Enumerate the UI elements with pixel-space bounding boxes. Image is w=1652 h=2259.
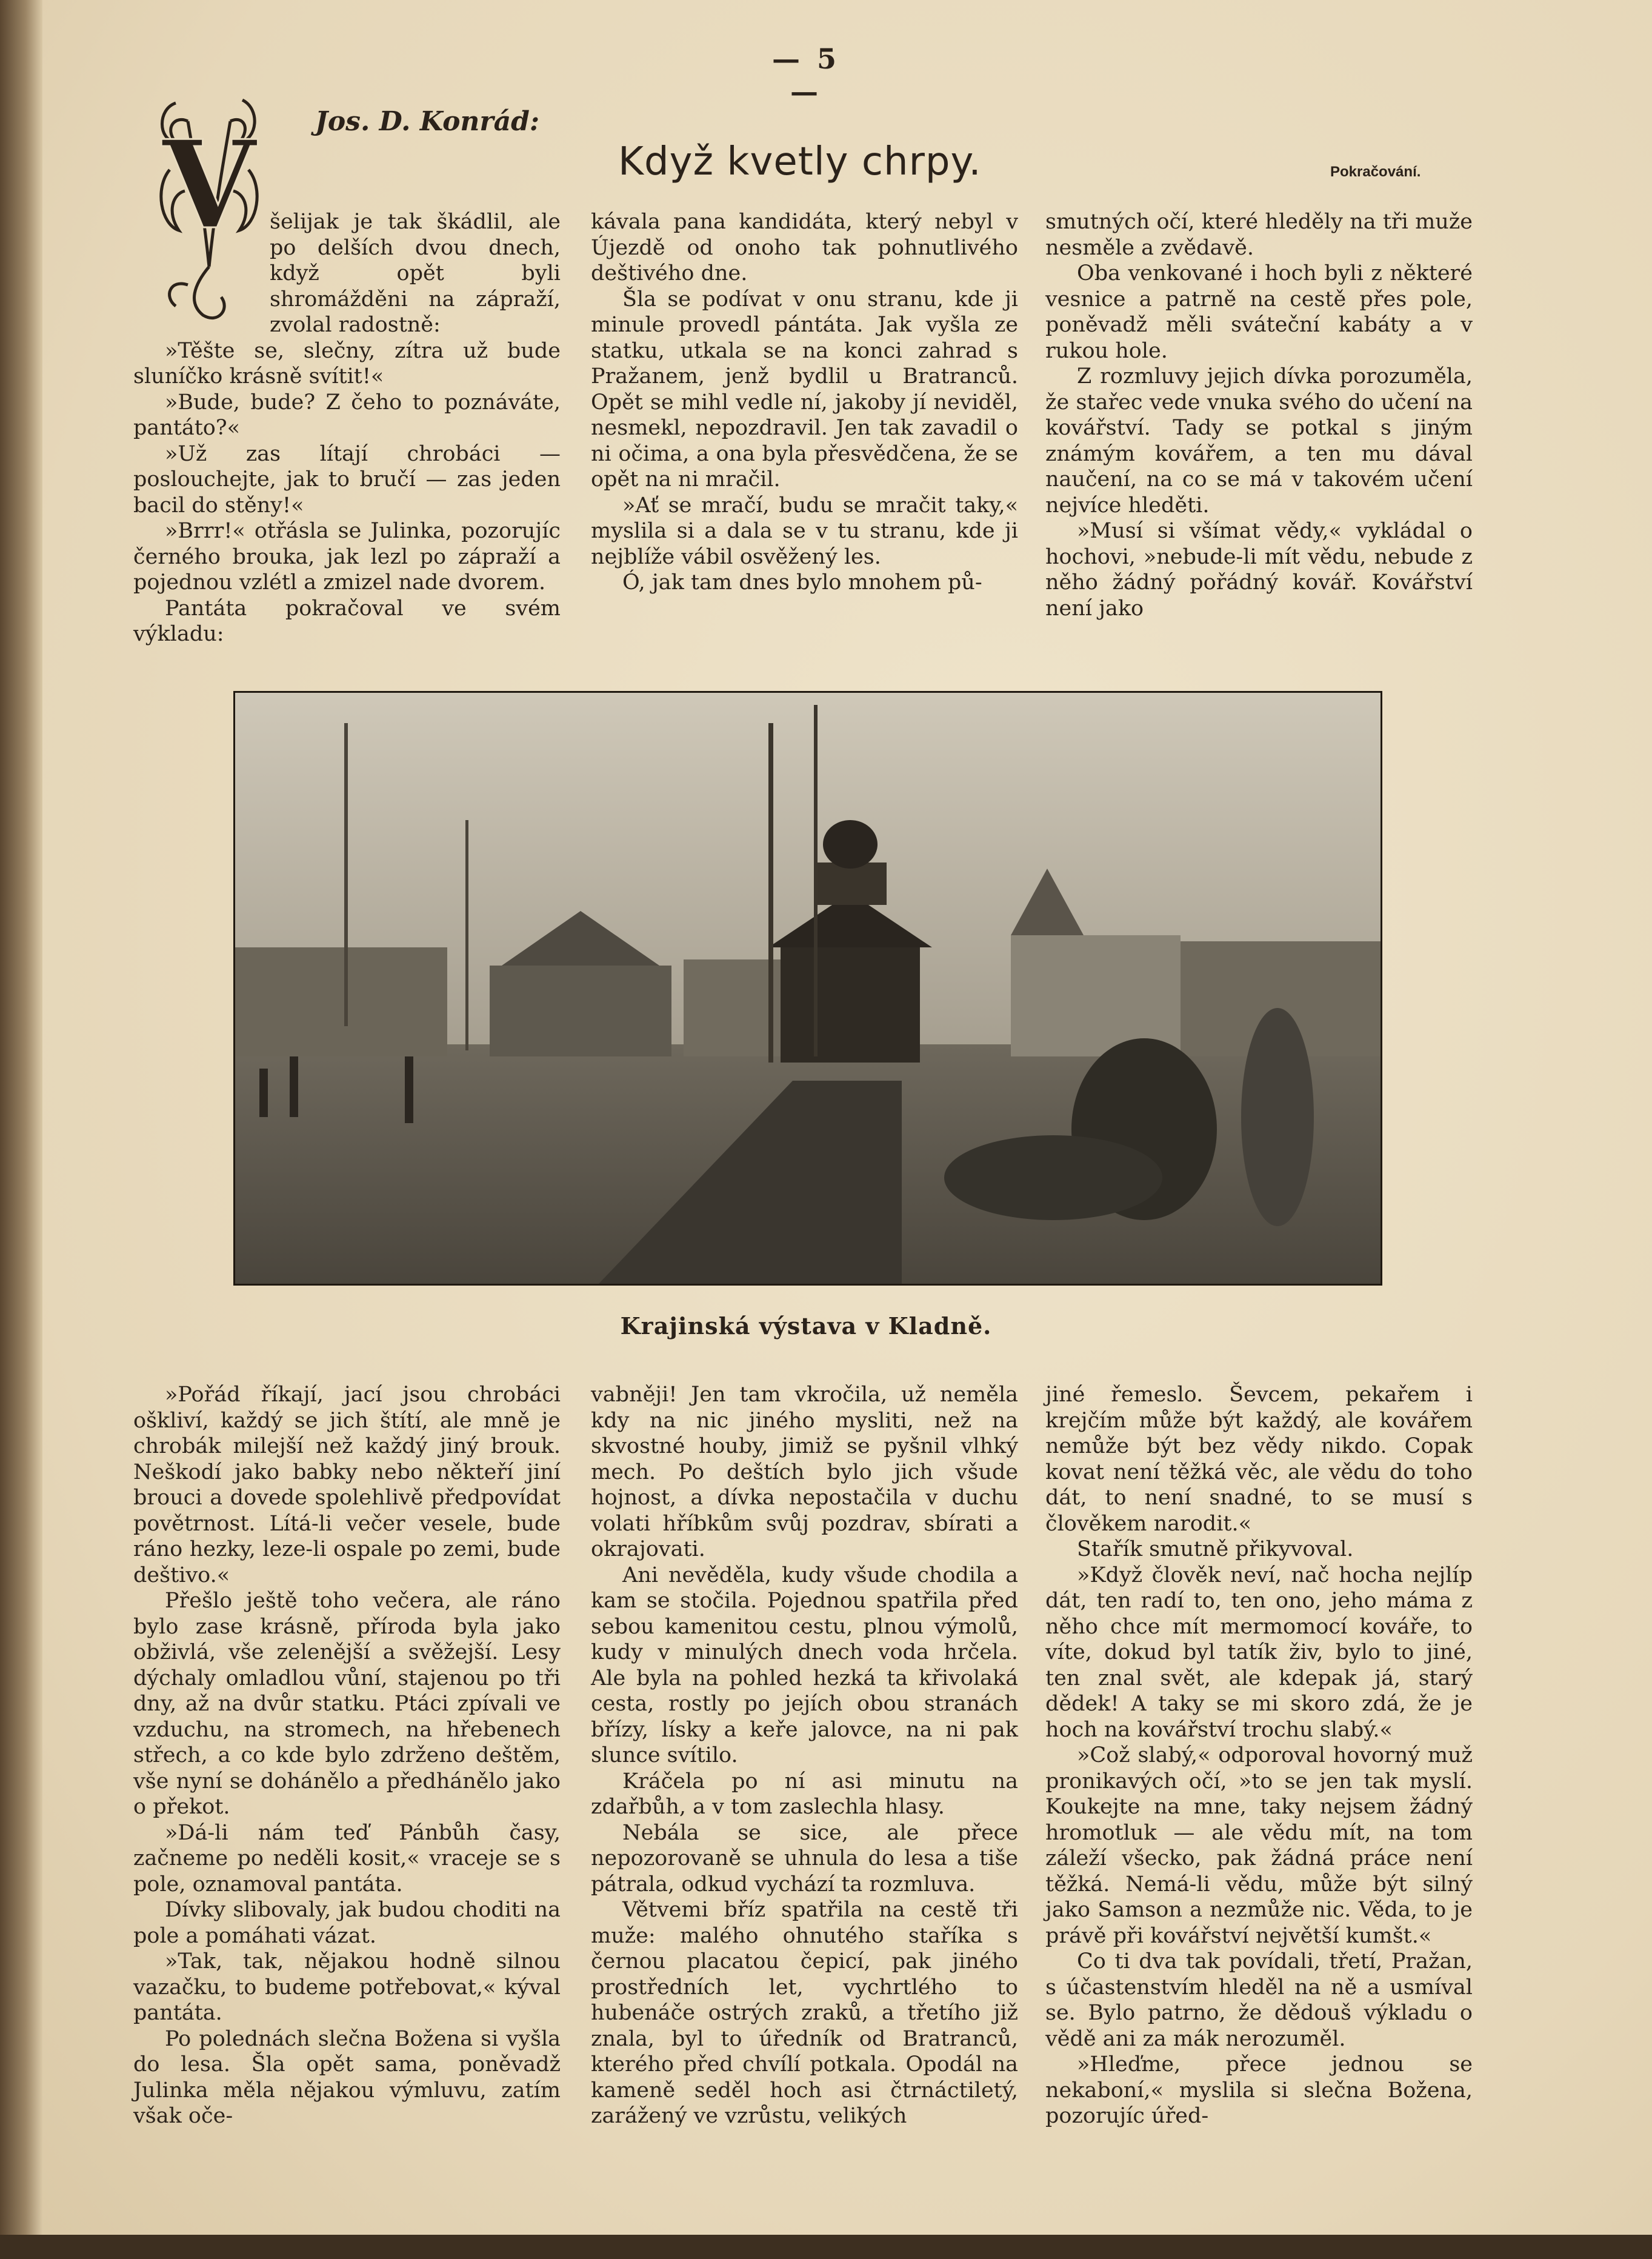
paragraph: Oba venkované i hoch byli z některé vesnice a patrně na cestě přes pole, poněvadž měli sváteční kabáty a v rukou hole.	[1045, 261, 1473, 363]
paragraph: »Těšte se, slečny, zítra už bude sluníčko krásně svítit!«	[133, 338, 561, 389]
paragraph: Pantáta pokračoval ve svém výkladu:	[133, 596, 561, 646]
continued-note: Pokračování.	[1330, 164, 1421, 180]
paragraph: Co ti dva tak povídali, třetí, Pražan, s účastenstvím hleděl na ně a usmíval se. Bylo patrno, že dědouš výkladu o vědě ani za mák nerozuměl.	[1045, 1949, 1473, 2051]
bottom-column-3	[1045, 1382, 1473, 2129]
paragraph: jiné řemeslo. Ševcem, pekařem i krejčím může být každý, ale kovářem nemůže být bez vědy nikdo. Copak kovat není těžká věc, ale vědu do toho dát, to není snadné, to se musí s člověkem narodit.«	[1045, 1383, 1473, 1536]
paragraph: vabněji! Jen tam vkročila, už neměla kdy na nic jiného mysliti, než na skvostné houby, jimiž se pyšnil vlhký mech. Po deštích bylo jich všude hojnost, a dívka nepostačila v duchu volati hříbkům svůj pozdrav, sbírati a okrajovati.	[591, 1383, 1018, 1561]
top-column-2	[591, 209, 1018, 596]
paragraph: Větvemi bříz spatřila na cestě tři muže: malého ohnutého staříka s černou placatou čepicí, pak jiného prostředních let, vychrtlého to hubenáče ostrých zraků, a třetího již znala, byl to úředník od Bratranců, kterého před chvílí potkala. Opodál na kameně seděl hoch asi čtrnáctiletý, zarážený ve vzrůstu, velikých	[591, 1898, 1018, 2128]
paragraph: »Tak, tak, nějakou hodně silnou vazačku, to budeme potřebovat,« kýval pantáta.	[133, 1949, 561, 2025]
paragraph: »Hleďme, přece jednou se nekaboní,« myslila si slečna Božena, pozorujíc úřed-	[1045, 2052, 1473, 2128]
paragraph: Přešlo ještě toho večera, ale ráno bylo zase krásně, příroda byla jako obživlá, vše zelenější a svěžejší. Lesy dýchaly omladlou vůní, stajenou po tři dny, až na dvůr statku. Ptáci zpívali ve vzduchu, na stromech, na hřebenech střech, a co kde bylo zdrženo deštěm, vše nyní se dohánělo a předhánělo jako o překot.	[133, 1589, 561, 1819]
paragraph: Po polednách slečna Božena si vyšla do lesa. Šla opět sama, poněvadž Julinka měla nějakou výmluvu, zatím však oče-	[133, 2026, 561, 2128]
author-byline: Jos. D. Konrád:	[315, 106, 540, 137]
page-binding-edge	[0, 0, 42, 2259]
top-column-1	[133, 209, 561, 647]
bottom-column-1	[133, 1382, 561, 2129]
paragraph: Nebála se sice, ale přece nepozorovaně se uhnula do lesa a tiše pátrala, odkud vychází ta rozmluva.	[591, 1820, 1018, 1897]
paragraph: Stařík smutně přikyvoval.	[1077, 1537, 1354, 1561]
paragraph: Ani nevěděla, kudy všude chodila a kam se stočila. Pojednou spatřila před sebou kamenitou cestu, plnou výmolů, kudy v minulých dnech voda hrčela. Ale byla na pohled hezká ta křivolaká cesta, rostly po jejích obou stranách břízy, lísky a keře jalovce, na ni pak slunce svítilo.	[591, 1563, 1018, 1767]
paragraph: »Což slabý,« odporoval hovorný muž pronikavých očí, »to se jen tak myslí. Koukejte na mne, taky nejsem žádný hromotluk — ale vědu mít, na tom záleží všecko, pak žádná práce není těžká. Nemá-li vědu, může být silný jako Samson a nezmůže nic. Věda, to je právě při kovářství největší kumšt.«	[1045, 1743, 1473, 1948]
paragraph: Z rozmluvy jejich dívka porozuměla, že stařec vede vnuka svého do učení na kovářství. Tady se potkal s jiným známým kovářem, a ten mu dával naučení, na co se má v takovém učení nejvíce hleděti.	[1045, 364, 1473, 518]
paragraph: »Pořád říkají, jací jsou chrobáci oškliví, každý se jich štítí, ale mně je chrobák milejší než každý jiný brouk. Neškodí jako babky nebo někteří jiní brouci a dovede spolehlivě předpovídat povětrnost. Lítá-li večer vesele, bude ráno hezky, leze-li ospale po zemi, bude deštivo.«	[133, 1383, 561, 1587]
paragraph: »Bude, bude? Z čeho to poznáváte, pantáto?«	[133, 390, 561, 440]
paragraph: »Ať se mračí, budu se mračit taky,« myslila si a dala se v tu stranu, kde ji nejblíže vábil osvěžený les.	[591, 493, 1018, 569]
paragraph: Dívky slibovaly, jak budou choditi na pole a pomáhati vázat.	[133, 1898, 561, 1948]
page-bottom-edge	[0, 2235, 1652, 2259]
top-column-3	[1045, 209, 1473, 621]
paragraph: »Když člověk neví, nač hocha nejlíp dát, ten radí to, ten ono, jeho máma z něho chce mít mermomocí kováře, to víte, dokud byl tatík živ, bylo to jiné, ten znal svět, ale kdepak já, starý dědek! A taky se mi skoro zdá, že je hoch na kovářství trochu slabý.«	[1045, 1563, 1473, 1742]
paragraph: »Brrr!« otřásla se Julinka, pozorujíc černého brouka, jak lezl po zápraží a pojednou vzlétl a zmizel nade dvorem.	[133, 519, 561, 595]
photo-caption: Krajinská výstava v Kladně.	[620, 1312, 992, 1340]
bottom-column-2	[591, 1382, 1018, 2129]
story-title: Když kvetly chrpy.	[618, 139, 982, 184]
paragraph: »Už zas lítají chrobáci — poslouchejte, jak to bručí — zas jeden bacil do stěny!«	[133, 441, 561, 518]
paragraph: kávala pana kandidáta, který nebyl v Újezdě od onoho tak pohnutlivého deštivého dne.	[591, 210, 1018, 285]
paragraph: »Musí si všímat vědy,« vykládal o hochovi, »nebude-li mít vědu, nebude z něho žádný pořádný kovář. Kovářství není jako	[1045, 519, 1473, 621]
page-number: — 5 —	[771, 42, 841, 108]
paragraph: smutných očí, které hleděly na tři muže nesměle a zvědavě.	[1045, 210, 1473, 260]
paragraph: Šla se podívat v onu stranu, kde ji minule provedl pántáta. Jak vyšla ze statku, utkala se na konci zahrad s Pražanem, jenž bydlil u Bratranců. Opět se mihl vedle ní, jakoby jí neviděl, nesmekl, nepozdravil. Jen tak zavadil o ni očima, a ona byla přesvědčena, že se opět na ni mračil.	[591, 287, 1018, 492]
paragraph: šelijak je tak škádlil, ale po delších dvou dnech, když opět byli shromážděni na zápraží, zvolal radostně:	[270, 210, 561, 337]
paragraph: »Dá-li nám teď Pánbůh časy, začneme po neděli kosit,« vraceje se s pole, oznamoval pantáta.	[133, 1820, 561, 1897]
initial-letter: V	[162, 114, 256, 256]
exhibition-scene-image	[235, 693, 1381, 1284]
paragraph: Ó, jak tam dnes bylo mnohem pů-	[622, 570, 982, 595]
exhibition-photo	[233, 691, 1382, 1286]
paragraph: Kráčela po ní asi minutu na zdařbůh, a v tom zaslechla hlasy.	[591, 1769, 1018, 1819]
